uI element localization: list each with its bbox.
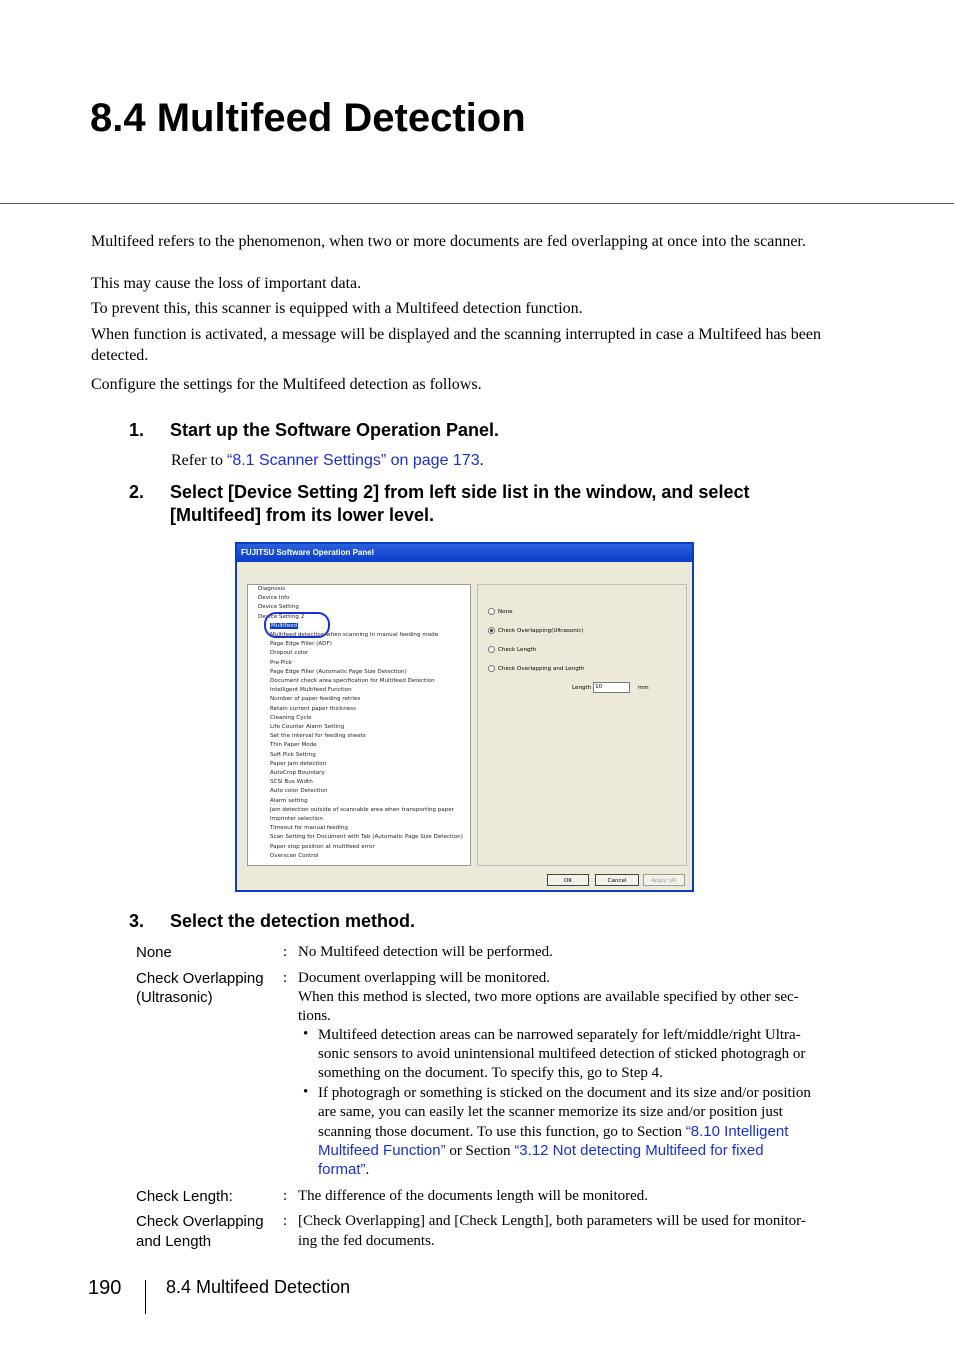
radio-check-length[interactable]: Check Length (488, 646, 536, 653)
step-3-text: Select the detection method. (170, 911, 416, 931)
bullet-1-line-1: Multifeed detection areas can be narrowed separately for left/middle/right Ultra- (318, 1027, 801, 1043)
tree-item[interactable]: Auto color Detection (270, 788, 328, 795)
method-both-def-2: ing the fed documents. (298, 1233, 435, 1249)
step-2-text: Select [Device Setting 2] from left side list in the window, and select [Multifeed] from its lower level. (170, 482, 750, 525)
length-label: Length (572, 685, 592, 691)
bullet-icon: • (303, 1084, 309, 1100)
tree-item[interactable]: Imprinter selection (270, 816, 323, 823)
bullet-2-line-3: scanning those document. To use this function, go to Section “8.10 Intelligent (318, 1123, 789, 1140)
reference-suffix: . (479, 452, 484, 469)
ok-button[interactable]: OK (547, 874, 589, 886)
tree-item-device-setting-2[interactable]: Device Setting 2 (258, 613, 305, 620)
reference-prefix: Refer to (171, 452, 227, 469)
tree-item[interactable]: Dropout color (270, 650, 309, 657)
step-2-number: 2. (129, 482, 145, 502)
step-1-number: 1. (129, 420, 145, 440)
page-title: 8.4 Multifeed Detection (90, 96, 526, 140)
intelligent-multifeed-link[interactable]: “8.10 Intelligent (685, 1123, 789, 1140)
method-both-def-1: [Check Overlapping] and [Check Length], both parameters will be used for monitor- (298, 1213, 806, 1229)
page-number: 190 (88, 1277, 122, 1299)
colon: : (283, 1188, 288, 1204)
tree-item[interactable]: Device Info (258, 595, 290, 602)
colon: : (283, 944, 288, 960)
method-both-term-1: Check Overlapping (136, 1213, 264, 1230)
intelligent-multifeed-link-cont[interactable]: Multifeed Function” (318, 1142, 446, 1159)
tree-item[interactable]: Timeout for manual feeding (270, 825, 348, 832)
highlight-circle (264, 612, 330, 638)
tree-item[interactable]: Life Counter Alarm Setting (270, 724, 345, 731)
method-overlap-def-1: Document overlapping will be monitored. (298, 970, 551, 986)
method-length-term: Check Length: (136, 1188, 233, 1205)
step-1-reference (171, 452, 484, 470)
scanner-settings-link[interactable]: “8.1 Scanner Settings” on page 173 (226, 452, 480, 469)
method-overlap-def-2: When this method is slected, two more options are available specified by other sec- (298, 989, 799, 1005)
length-input[interactable]: 10 (593, 682, 630, 693)
tree-item[interactable]: Paper jam detection (270, 760, 327, 767)
step-3-number: 3. (129, 911, 145, 931)
intro-paragraph-2: This may cause the loss of important data. (91, 275, 362, 292)
software-operation-panel-screenshot (235, 542, 694, 892)
tree-item[interactable]: Cleaning Cycle (270, 714, 312, 721)
method-overlap-term-2: (Ultrasonic) (136, 989, 213, 1006)
not-detecting-multifeed-link[interactable]: “3.12 Not detecting Multifeed for fixed (514, 1142, 764, 1159)
bullet-2-line-5: format”. (318, 1161, 370, 1178)
tree-item[interactable]: Multifeed detection when scanning in manual feeding mode (270, 632, 439, 639)
tree-item[interactable]: Paper stop position at multifeed error (270, 843, 375, 850)
intro-paragraph-4: When function is activated, a message will be displayed and the scanning interrupted in case a Multifeed has been detected. (91, 326, 821, 364)
bullet-2-line-2: are same, you can easily let the scanner memorize its size and/or position just (318, 1104, 783, 1120)
tree-item[interactable]: SCSI Bus Width (270, 779, 313, 786)
method-both-term-2: and Length (136, 1233, 212, 1250)
tree-item[interactable]: Device Setting (258, 604, 299, 611)
footer-section-title: 8.4 Multifeed Detection (166, 1277, 351, 1297)
not-detecting-multifeed-link-cont[interactable]: format” (318, 1161, 366, 1178)
tree-item[interactable]: Scan Setting for Document with Tab (Automatic Page Size Detection) (270, 834, 463, 841)
apply-button[interactable]: Apply (A) (643, 874, 685, 886)
method-overlap-def-3: tions. (298, 1008, 331, 1024)
bullet-icon: • (303, 1026, 309, 1042)
tree-item[interactable]: Number of paper feeding retries (270, 696, 361, 703)
footer-divider (145, 1280, 146, 1314)
tree-item[interactable]: Thin Paper Mode (270, 742, 317, 749)
tree-item[interactable]: Jam detection outside of scannable area when transporting paper (270, 806, 455, 813)
radio-check-overlapping-and-length[interactable]: Check Overlapping and Length (488, 665, 585, 672)
radio-button-icon (488, 665, 495, 672)
method-none-definition: No Multifeed detection will be performed. (298, 944, 553, 960)
tree-item[interactable]: Intelligent Multifeed Function (270, 687, 352, 694)
tree-item[interactable]: Page Edge Filler (Automatic Page Size Detection) (270, 668, 407, 675)
radio-button-icon (488, 646, 495, 653)
tree-item[interactable]: Soft Pick Setting (270, 751, 316, 758)
method-length-definition: The difference of the documents length will be monitored. (298, 1188, 649, 1204)
settings-tree (247, 584, 471, 866)
tree-item-multifeed[interactable]: Multifeed (271, 622, 298, 629)
tree-item[interactable]: Alarm setting (270, 797, 308, 804)
window-title-bar: FUJITSU Software Operation Panel (237, 544, 692, 562)
tree-item[interactable]: Pre-Pick (270, 659, 293, 666)
title-rule (0, 203, 954, 204)
length-control (572, 682, 649, 693)
bullet-2-line-1: If photogragh or something is sticked on the document and its size and/or position (318, 1085, 811, 1101)
tree-item[interactable]: Document check area specification for Multifeed Detection (270, 678, 435, 685)
tree-item[interactable]: AutoCrop Boundary (270, 770, 325, 777)
step-1-text: Start up the Software Operation Panel. (170, 420, 500, 440)
radio-button-selected-icon (488, 627, 495, 634)
cancel-button[interactable]: Cancel (595, 874, 639, 886)
multifeed-options-panel (477, 584, 687, 866)
tree-item[interactable]: Page Edge Filler (ADF) (270, 641, 332, 648)
radio-none[interactable]: None (488, 608, 513, 615)
tree-item[interactable]: Retain current paper thickness (270, 705, 357, 712)
method-none-term: None (136, 944, 172, 961)
radio-button-icon (488, 608, 495, 615)
bullet-1-line-2: sonic sensors to avoid unintensional multifeed detection of sticked photogragh or (318, 1046, 806, 1062)
intro-paragraph-5: Configure the settings for the Multifeed detection as follows. (91, 376, 482, 393)
bullet-1-line-3: something on the document. To specify this, go to Step 4. (318, 1065, 663, 1081)
length-unit: mm (637, 685, 649, 691)
colon: : (283, 1213, 288, 1229)
tree-item[interactable]: Overscan Control (270, 852, 319, 859)
method-overlap-term-1: Check Overlapping (136, 970, 264, 987)
tree-item[interactable]: Diagnosis (258, 586, 286, 592)
bullet-2-line-4: Multifeed Function” or Section “3.12 Not detecting Multifeed for fixed (318, 1142, 764, 1159)
colon: : (283, 970, 288, 986)
intro-paragraph-3: To prevent this, this scanner is equipped with a Multifeed detection function. (91, 300, 583, 317)
intro-paragraph-1: Multifeed refers to the phenomenon, when two or more documents are fed overlapping at once into the scanner. (91, 233, 806, 250)
radio-check-overlapping[interactable]: Check Overlapping(Ultrasonic) (488, 627, 584, 634)
tree-item[interactable]: Set the interval for feeding sheets (270, 733, 366, 740)
